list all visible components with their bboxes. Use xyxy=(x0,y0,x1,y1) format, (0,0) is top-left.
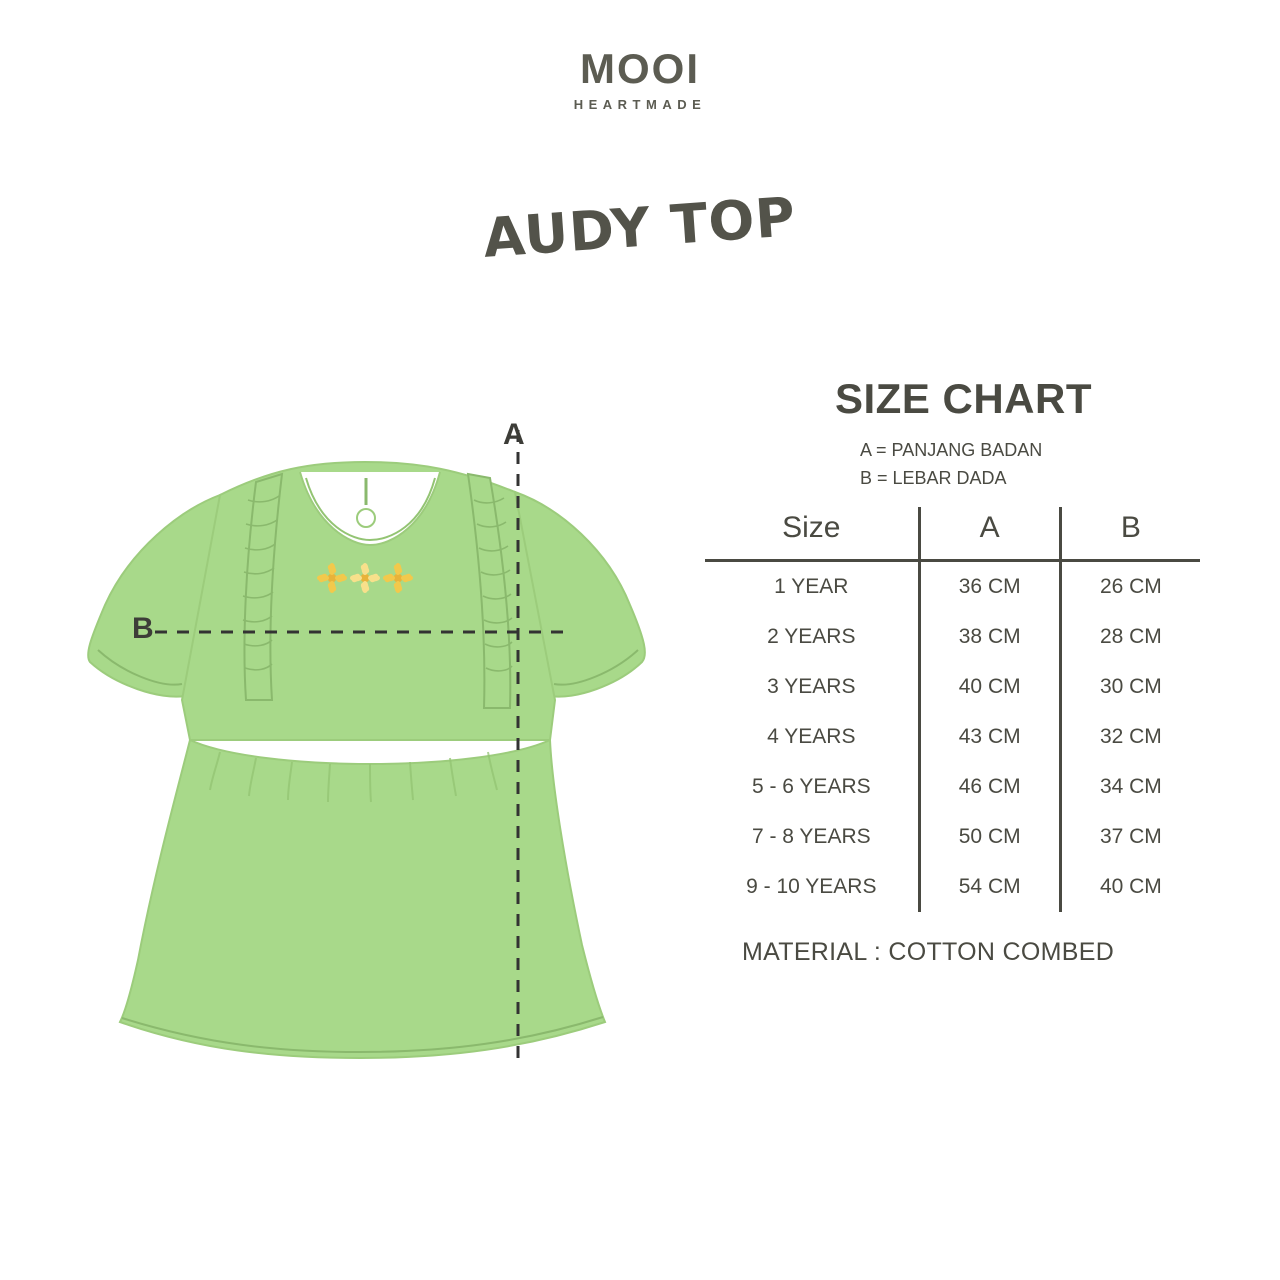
cell-size: 3 YEARS xyxy=(767,674,856,698)
cell-size: 5 - 6 YEARS xyxy=(751,774,871,798)
measurement-legend xyxy=(860,437,1220,493)
cell-b: 30 CM xyxy=(1099,674,1162,698)
material-note: MATERIAL : COTTON COMBED xyxy=(742,937,1115,966)
garment-illustration xyxy=(60,400,680,1100)
cell-b: 37 CM xyxy=(1099,824,1162,848)
cell-size: 1 YEAR xyxy=(774,574,849,598)
cell-size: 9 - 10 YEARS xyxy=(746,874,877,898)
cell-b: 40 CM xyxy=(1099,874,1162,898)
column-header-size: Size xyxy=(782,510,841,544)
cell-a: 50 CM xyxy=(919,812,1060,862)
table-row xyxy=(705,862,1200,912)
cell-size: 2 YEARS xyxy=(767,624,856,648)
table-row xyxy=(705,612,1200,662)
flower-embroidery-icon xyxy=(317,563,413,593)
product-title: AUDY TOP xyxy=(481,185,799,270)
table-row xyxy=(705,712,1200,762)
cell-a: 46 CM xyxy=(919,762,1060,812)
top-garment-drawing xyxy=(60,400,680,1100)
brand-header xyxy=(0,45,1280,112)
cell-a: 36 CM xyxy=(919,560,1060,612)
table-row xyxy=(705,812,1200,862)
cell-b: 32 CM xyxy=(1099,724,1162,748)
cell-b: 26 CM xyxy=(1099,574,1162,598)
legend-b: B = LEBAR DADA xyxy=(860,467,1007,488)
column-header-a: A xyxy=(919,507,1060,561)
page-title xyxy=(0,185,1280,296)
size-table xyxy=(705,507,1200,912)
legend-a: A = PANJANG BADAN xyxy=(860,440,1043,460)
brand-name: MOOI xyxy=(580,45,700,92)
cell-size: 4 YEARS xyxy=(767,724,856,748)
size-chart-panel xyxy=(700,375,1220,967)
cell-b: 34 CM xyxy=(1099,774,1162,798)
cell-a: 40 CM xyxy=(919,662,1060,712)
cell-a: 54 CM xyxy=(919,862,1060,912)
table-row xyxy=(705,662,1200,712)
cell-b: 28 CM xyxy=(1099,624,1162,648)
size-chart-heading: SIZE CHART xyxy=(835,375,1092,422)
cell-a: 43 CM xyxy=(919,712,1060,762)
measure-label-a: A xyxy=(503,418,525,451)
brand-tagline: HEARTMADE xyxy=(573,97,707,112)
column-header-b: B xyxy=(1120,510,1141,544)
table-row xyxy=(705,762,1200,812)
measure-label-b: B xyxy=(132,612,154,645)
size-table-body xyxy=(705,560,1200,912)
cell-size: 7 - 8 YEARS xyxy=(751,824,871,848)
cell-a: 38 CM xyxy=(919,612,1060,662)
table-row xyxy=(705,560,1200,612)
size-table-head xyxy=(705,507,1200,561)
table-header-row xyxy=(705,507,1200,561)
